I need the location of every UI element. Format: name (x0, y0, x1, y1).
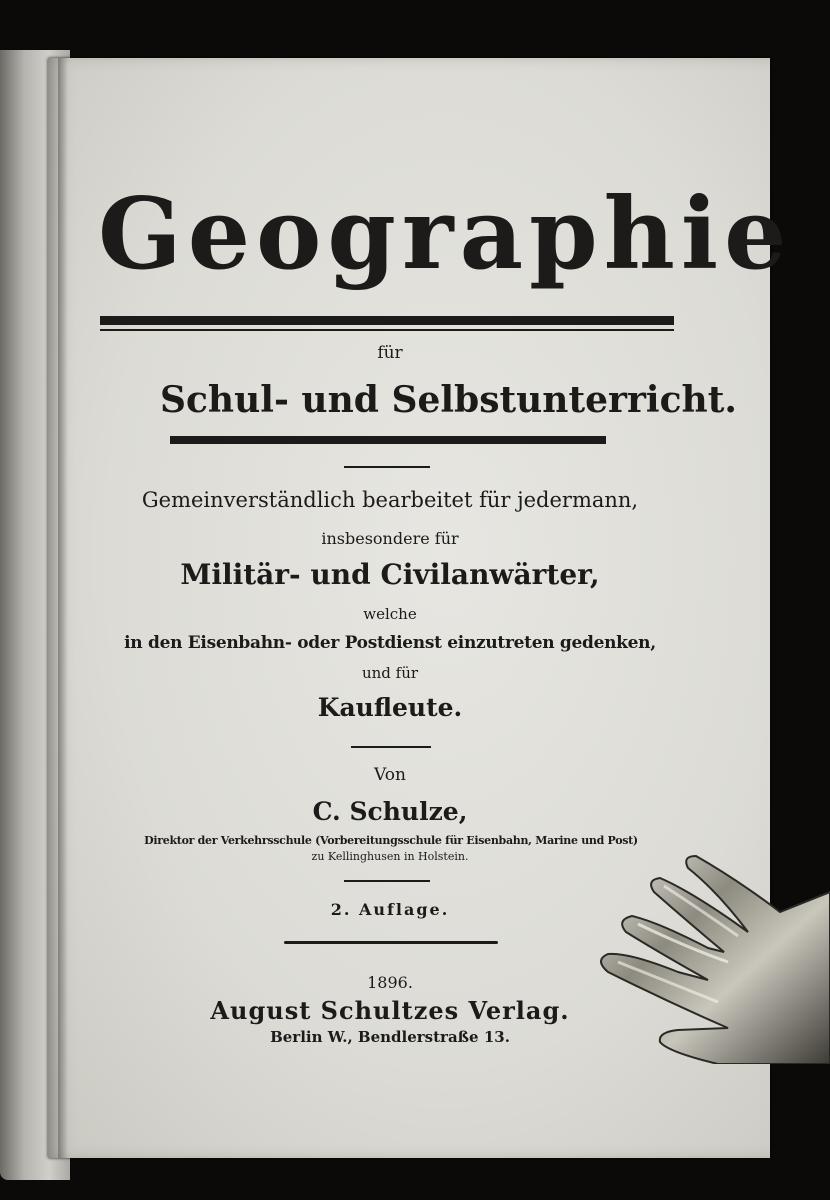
page-gutter-shadow (58, 58, 68, 1158)
description-line-1: Gemeinverständlich bearbeitet für jedermann, (141, 488, 639, 512)
description-line-3: Militär- und Civilanwärter, (180, 558, 600, 591)
short-rule-3 (344, 880, 430, 882)
publisher-address: Berlin W., Bendlerstraße 13. (270, 1028, 510, 1046)
long-rule (284, 941, 498, 944)
edition: 2. Auflage. (330, 900, 450, 919)
von-line: Von (374, 765, 406, 785)
description-line-5: in den Eisenbahn- oder Postdienst einzutreten gedenken, (124, 633, 656, 653)
description-line-4: welche (363, 605, 417, 623)
fuer-line: für (377, 343, 403, 363)
title-rule-thin (100, 329, 674, 331)
author-role-1: Direktor der Verkehrsschule (Vorbereitungsschule für Eisenbahn, Marine und Post) (144, 834, 638, 847)
publication-year: 1896. (367, 973, 413, 992)
book-title: Geographie (98, 177, 793, 292)
publisher-name: August Schultzes Verlag. (210, 996, 570, 1025)
description-line-7: Kaufleute. (317, 693, 463, 722)
subtitle: Schul- und Selbstunterricht. (160, 379, 737, 421)
author-role-2: zu Kellinghusen in Holstein. (311, 850, 469, 863)
description-line-6: und für (361, 664, 419, 682)
metal-hand-page-holder (598, 852, 830, 1064)
subtitle-rule (170, 436, 606, 444)
title-rule-thick (100, 316, 674, 325)
short-rule-1 (344, 466, 430, 468)
description-line-2: insbesondere für (321, 529, 459, 548)
author-name: C. Schulze, (312, 797, 468, 826)
short-rule-2 (351, 746, 431, 748)
